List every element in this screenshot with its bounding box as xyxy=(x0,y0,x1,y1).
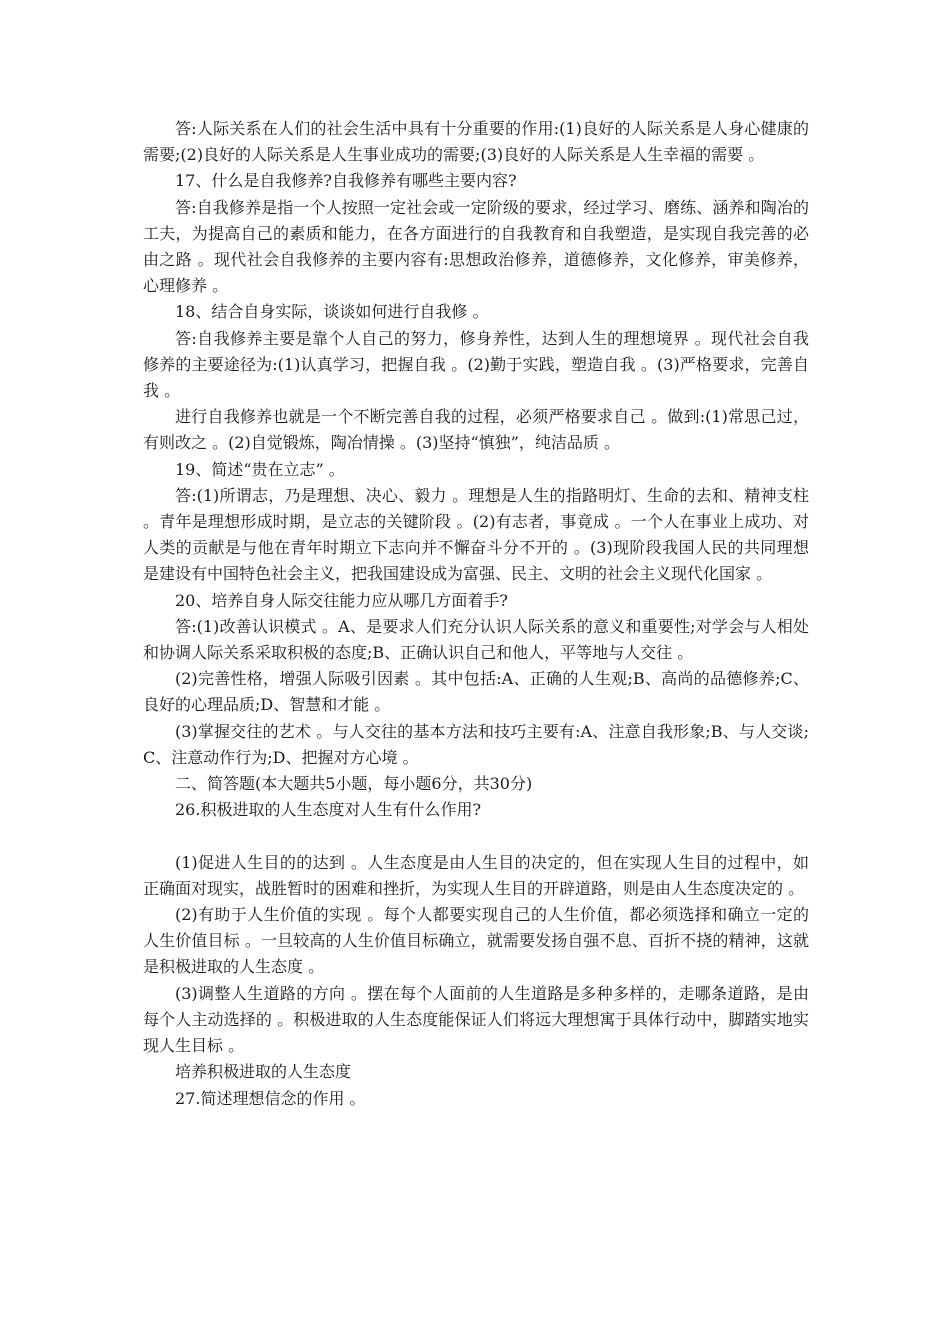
paragraph: (3)调整人生道路的方向 。摆在每个人面前的人生道路是多种多样的，走哪条道路，是由每个人主动选择的 。积极进取的人生态度能保证人们将远大理想寓于具体行动中，脚踏实地实现人生目标 。 xyxy=(143,983,809,1056)
section-heading: 二、简答题(本大题共5小题，每小题6分，共30分) xyxy=(175,774,533,794)
blank-line xyxy=(143,823,809,849)
question-27: 27.简述理想信念的作用 。 xyxy=(175,1088,366,1108)
question-20: 20、培养自身人际交往能力应从哪几方面着手? xyxy=(175,590,508,610)
question-18: 18、结合自身实际，谈谈如何进行自我修 。 xyxy=(175,302,489,322)
answer-17: 答:自我修养是指一个人按照一定社会或一定阶级的要求，经过学习、磨练、涵养和陶冶的工夫，为提高自己的素质和能力，在各方面进行的自我教育和自我塑造，是实现自我完善的必由之路 。现代社会自我修养的主要内容有:思想政治修养，道德修养，文化修养，审美修养，心理修养 。 xyxy=(143,197,809,296)
question-19: 19、简述“贵在立志” 。 xyxy=(175,459,345,479)
paragraph: 进行自我修养也就是一个不断完善自我的过程，必须严格要求自己 。做到:(1)常思己过，有则改之 。(2)自觉锻炼，陶冶情操 。(3)坚持“慎独”，纯洁品质 。 xyxy=(143,407,809,453)
paragraph: (1)促进人生目的的达到 。人生态度是由人生目的决定的，但在实现人生目的过程中，如正确面对现实，战胜暂时的困难和挫折，为实现人生目的开辟道路，则是由人生态度决定的 。 xyxy=(143,852,809,898)
paragraph: (2)有助于人生价值的实现 。每个人都要实现自己的人生价值，都必须选择和确立一定的人生价值目标 。一旦较高的人生价值目标确立，就需要发扬自强不息、百折不挠的精神，这就是积极进取的人生态度 。 xyxy=(143,905,809,977)
answer-20: 答:(1)改善认识模式 。A、是要求人们充分认识人际关系的意义和重要性;对学会与人相处和协调人际关系采取积极的态度;B、正确认识自己和他人，平等地与人交往 。 xyxy=(143,616,809,663)
answer-19: 答:(1)所谓志，乃是理想、决心、毅力 。理想是人生的指路明灯、生命的去和、精神支柱 。青年是理想形成时期，是立志的关键阶段 。(2)有志者，事竟成 。一个人在事业上成功、对人类的贡献是与他在青年时期立下志向并不懈奋斗分不开的 。(3)现阶段我国人民的共同理想是建设有中国特色社会主义，把我国建设成为富强、民主、文明的社会主义现代化国家 。 xyxy=(143,485,809,584)
paragraph: 答:人际关系在人们的社会生活中具有十分重要的作用:(1)良好的人际关系是人身心健康的需要;(2)良好的人际关系是人生事业成功的需要;(3)良好的人际关系是人生幸福的需要 。 xyxy=(143,119,809,165)
paragraph: 培养积极进取的人生态度 xyxy=(175,1062,352,1082)
answer-18: 答:自我修养主要是靠个人自己的努力，修身养性，达到人生的理想境界 。现代社会自我修养的主要途径为:(1)认真学习，把握自我 。(2)勤于实践，塑造自我 。(3)严格要求，完善自我 。 xyxy=(143,328,809,401)
document-body xyxy=(143,116,809,1112)
paragraph: (3)掌握交往的艺术 。与人交往的基本方法和技巧主要有:A、注意自我形象;B、与人交谈;C、注意动作行为;D、把握对方心境 。 xyxy=(143,721,809,767)
question-26: 26.积极进取的人生态度对人生有什么作用? xyxy=(175,800,482,820)
question-17: 17、什么是自我修养?自我修养有哪些主要内容? xyxy=(175,171,517,191)
paragraph: (2)完善性格，增强人际吸引因素 。其中包括:A、正确的人生观;B、高尚的品德修养;C、良好的心理品质;D、智慧和才能 。 xyxy=(143,669,809,715)
